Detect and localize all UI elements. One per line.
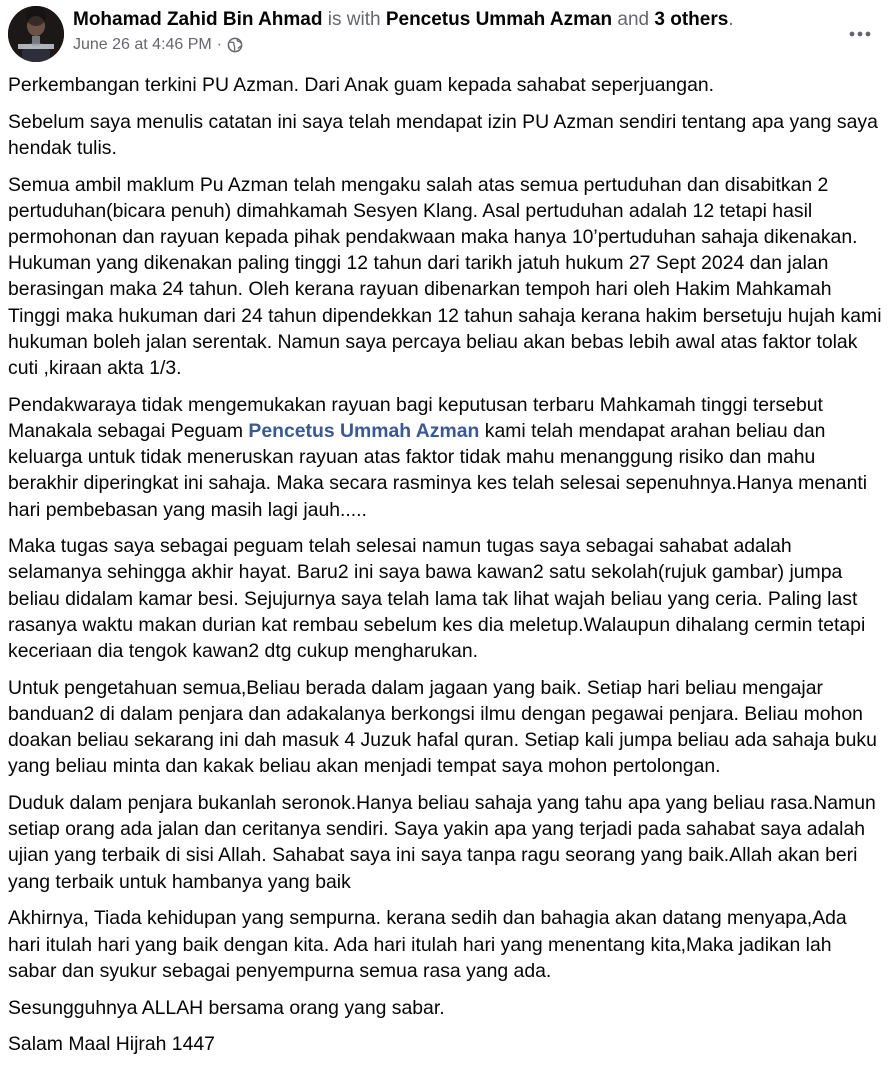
more-options-icon[interactable] [844,18,876,50]
and-text: and [617,9,650,30]
mention-link[interactable]: Pencetus Ummah Azman [248,419,480,442]
post-paragraph-1: Perkembangan terkini PU Azman. Dari Anak guam kepada sahabat seperjuangan. [8,74,715,96]
author-name[interactable]: Mohamad Zahid Bin Ahmad [73,9,323,30]
post-paragraph-10: Salam Maal Hijrah 1447 [8,1033,215,1056]
avatar-image [8,6,64,62]
post-meta [73,8,816,55]
post-paragraph-2: Sebelum saya menulis catatan ini saya telah mendapat izin PU Azman sendiri tentang apa yang saya hendak tulis. [8,110,878,159]
globe-icon[interactable] [227,37,243,53]
post-paragraph-7: Duduk dalam penjara bukanlah seronok.Hanya beliau sahaja yang tahu apa yang beliau rasa.Namun setiap orang ada jalan dan ceritanya sendiri. Saya yakin apa yang terjadi pada sahabat saya adalah ujian yang terbaik di sisi Allah. Sahabat saya ini saya tanpa ragu seorang yang baik.Allah akan beri yang terbaik untuk hambanya yang baik [8,792,876,893]
tagged-person-link[interactable]: Pencetus Ummah Azman [385,9,613,30]
attribution-period: . [728,9,734,30]
post-header [8,6,876,62]
post-subline [73,35,816,55]
post-timestamp[interactable]: June 26 at 4:46 PM [73,36,212,53]
post-paragraph-4 [8,392,882,523]
post-body [8,72,882,1068]
post-paragraph-5: Maka tugas saya sebagai peguam telah selesai namun tugas saya sebagai sahabat adalah selamanya sehingga akhir hayat. Baru2 ini saya bawa kawan2 satu sekolah(rujuk gambar) jumpa beliau didalam kamar besi. Sejujurnya saya telah lama tak lihat wajah beliau yang ceria. Paling last rasanya waktu makan durian kat rembau sebelum kes dia meletup.Walaupun dihalang cermin tetapi keceriaan dia tengok kawan2 dtg cukup mengharukan. [8,535,866,663]
paragraph-4-before: Pendakwaraya tidak mengemukakan rayuan bagi keputusan terbaru Mahkamah tinggi tersebut Manakala sebagai Peguam [8,393,823,442]
paragraph-4-after: kami telah mendapat arahan beliau dan keluarga untuk tidak meneruskan rayuan atas faktor tidak mahu menanggung risiko dan mahu berakhir diperingkat ini sahaja. Maka secara rasminya kes telah selesai sepenuhnya.Hanya menanti hari pembebasan yang masih lagi jauh..... [8,419,868,521]
post-paragraph-6: Untuk pengetahuan semua,Beliau berada dalam jagaan yang baik. Setiap hari beliau mengajar banduan2 di dalam penjara dan adakalanya berkongsi ilmu dengan pegawai penjara. Beliau mohon doakan beliau sekarang ini dah masuk 4 Juzuk hafal quran. Setiap kali jumpa beliau ada sahaja buku yang beliau minta dan kakak beliau akan menjadi tempat saya mohon pertolongan. [8,676,877,778]
meta-separator: · [216,36,223,53]
post-paragraph-8: Akhirnya, Tiada kehidupan yang sempurna. kerana sedih dan bahagia akan datang menyapa,Ada hari itulah hari yang baik dengan kita. Ada hari itulah hari yang menentang kita,Maka jadikan lah sabar dan syukur sebagai penyempurna semua rasa yang ada. [8,907,847,982]
post-paragraph-9: Sesungguhnya ALLAH bersama orang yang sabar. [8,996,445,1019]
post-paragraph-3: Semua ambil maklum Pu Azman telah mengaku salah atas semua pertuduhan dan disabitkan 2 pertuduhan(bicara penuh) dimahkamah Sesyen Klang. Asal pertuduhan adalah 12 tetapi hasil permohonan dan rayuan kepada pihak pendakwaan maka hanya 10’pertuduhan sahaja dikenakan. Hukuman yang dikenakan paling tinggi 12 tahun dari tarikh jatuh hukum 27 Sept 2024 dan jalan berasingan maka 24 tahun. Oleh kerana rayuan dibenarkan tempoh hari oleh Hakim Mahkamah Tinggi maka hukuman dari 24 tahun dipendekkan 12 tahun sahaja kerana hakim bersetuju hujah kami hukuman boleh jalan serentak. Namun saya percaya beliau akan bebas lebih awal atas faktor tolak cuti ,kiraan akta 1/3. [8,173,882,380]
post-attribution [73,8,816,32]
author-avatar[interactable] [8,6,64,62]
tagged-others-link[interactable]: 3 others [654,9,729,30]
with-text: is with [327,9,381,30]
